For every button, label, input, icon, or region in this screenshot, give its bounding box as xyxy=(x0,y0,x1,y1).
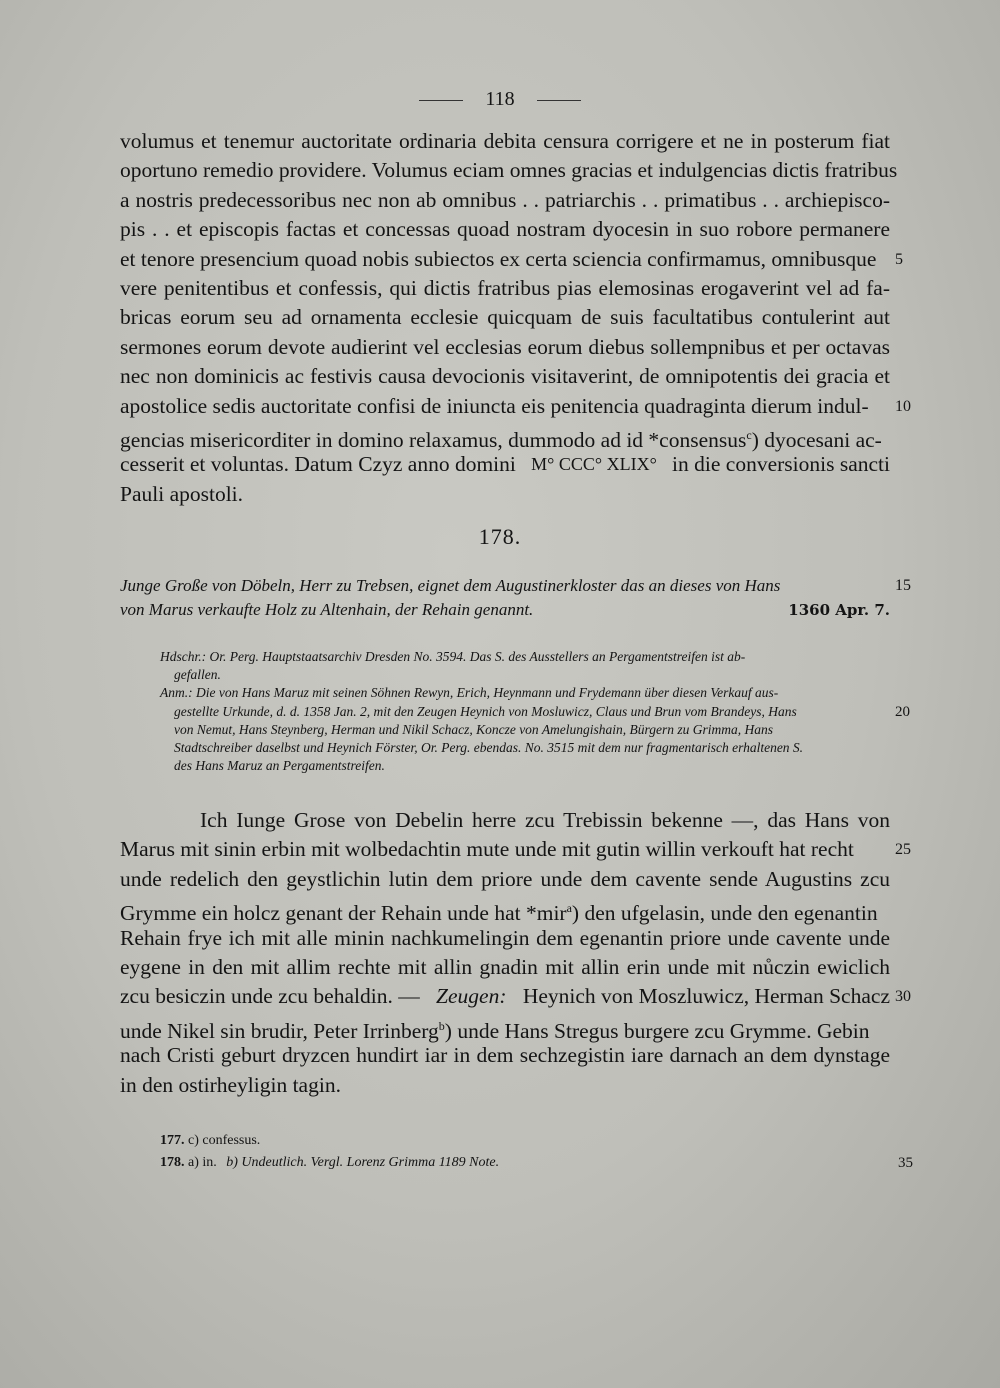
document-number: 178. xyxy=(478,524,522,549)
text-run: Heynich von Moszluwicz, Herman Schacz xyxy=(522,984,890,1009)
text-line xyxy=(120,835,911,864)
text-line xyxy=(120,421,890,453)
footnotes xyxy=(160,1130,930,1174)
line-number: 35 xyxy=(898,1155,913,1171)
note-line-content: gestellte Urkunde, d. d. 1358 Jan. 2, mit den Zeugen Heynich von Mosluwicz, Claus und Brun vom Brandeys, Hans xyxy=(174,703,797,719)
regest xyxy=(120,574,911,622)
footnote-doc-number: 177. xyxy=(160,1133,185,1148)
document-text xyxy=(120,806,911,1100)
source-notes xyxy=(160,648,910,775)
note-line: des Hans Maruz an Pergamentstreifen. xyxy=(174,758,385,774)
note-line: Stadtschreiber daselbst und Heynich Förster, Or. Perg. ebendas. No. 3515 mit dem nur fragmentarisch erhaltenen S. xyxy=(174,739,804,755)
line-number: 25 xyxy=(895,841,911,859)
text-line: a nostris predecessoribus nec non ab omnibus . . patriarchis . . primatibus . . archiepisco- xyxy=(120,187,890,212)
text-line xyxy=(120,392,911,421)
text-run: in die conversionis sancti xyxy=(672,452,890,477)
year-roman: M° CCC° XLIX° xyxy=(531,454,657,475)
note-line: Hdschr.: Or. Perg. Hauptstaatsarchiv Dresden No. 3594. Das S. des Ausstellers an Pergamentstreifen ist ab- xyxy=(160,649,746,664)
line-number: 20 xyxy=(895,703,910,720)
footnote-text: b) Undeutlich. Vergl. Lorenz Grimma 1189 Note. xyxy=(226,1155,500,1170)
regest-line xyxy=(120,574,911,598)
text-line: Rehain frye ich mit alle minin nachkumelingin dem egenantin priore unde cavente unde xyxy=(120,925,890,950)
footnote-line xyxy=(160,1130,930,1152)
text-line: in den ostirheyligin tagin. xyxy=(120,1072,341,1097)
header-rule-right xyxy=(537,100,581,101)
footnote-text: a) in. xyxy=(188,1155,217,1170)
text-line-content: apostolice sedis auctoritate confisi de iniuncta eis penitencia quadraginta dierum indul- xyxy=(120,393,869,418)
note-line xyxy=(160,703,910,721)
header-rule-left xyxy=(419,100,463,101)
page-number: 118 xyxy=(485,88,515,110)
text-run: ) unde Hans Stregus burgere zcu Grymme. Gebin xyxy=(444,1018,870,1043)
continued-text xyxy=(120,127,911,509)
text-run: cesserit et voluntas. Datum Czyz anno domini xyxy=(120,452,516,477)
text-line: nach Cristi geburt dryzcen hundirt iar in dem sechzegistin iare darnach an dem dynstage xyxy=(120,1043,890,1068)
text-line-content: et tenore presencium quoad nobis subiectos ex certa sciencia confirmamus, omnibusque xyxy=(120,246,877,271)
line-number: 15 xyxy=(895,577,911,594)
document-date: 1360 Apr. 7. xyxy=(788,601,890,619)
text-line xyxy=(120,894,890,926)
text-line: volumus et tenemur auctoritate ordinaria debita censura corrigere et ne in posterum fiat xyxy=(120,129,890,153)
text-line: pis . . et episcopis factas et concessas quoad nostram dyocesin in suo robore permanere xyxy=(120,217,890,242)
text-run: unde Nikel sin brudir, Peter Irrinberg xyxy=(120,1018,439,1043)
note-line: gefallen. xyxy=(174,667,221,683)
footnote-marker: a xyxy=(566,901,572,916)
text-line xyxy=(120,982,911,1011)
text-line: unde redelich den geystlichin lutin dem priore unde dem cavente sende Augustins zcu xyxy=(120,866,890,891)
text-segment xyxy=(120,1012,870,1041)
text-run: gencias misericorditer in domino relaxamus, dummodo ad id *consensus xyxy=(120,428,747,453)
text-line: vere penitentibus et confessis, qui dictis fratribus pias elemosinas erogaverint vel ad fa- xyxy=(120,275,890,300)
footnote-doc-number: 178. xyxy=(160,1155,185,1170)
text-run: ) den ufgelasin, unde den egenantin xyxy=(571,901,878,926)
footnote-marker: c xyxy=(746,427,752,442)
text-line xyxy=(120,245,903,274)
text-line: oportuno remedio providere. Volumus eciam omnes gracias et indulgencias dictis fratribus xyxy=(120,158,898,183)
regest-line-content: von Marus verkaufte Holz zu Altenhain, der Rehain genannt. xyxy=(120,600,534,619)
footnote-text: c) confessus. xyxy=(188,1133,261,1148)
footnote-marker: b xyxy=(438,1018,445,1033)
text-line: Pauli apostoli. xyxy=(120,481,244,506)
regest-line-content: Junge Große von Döbeln, Herr zu Trebsen, eignet dem Augustinerkloster das an dieses von Hans xyxy=(120,576,781,595)
text-line: sermones eorum devote audierint vel ecclesias eorum diebus sollempnibus et per octavas xyxy=(120,334,890,359)
text-run: zcu besiczin unde zcu behaldin. — xyxy=(120,984,420,1009)
note-line: von Nemut, Hans Steynberg, Herman und Nikil Schacz, Koncze von Amelungishain, Bürgern zu Grimma, Hans xyxy=(174,721,774,737)
line-number: 5 xyxy=(895,250,903,268)
text-line-content: Marus mit sinin erbin mit wolbedachtin mute unde mit gutin willin verkouft hat recht xyxy=(120,837,854,862)
note-line: Anm.: Die von Hans Maruz mit seinen Söhnen Rewyn, Erich, Heynmann und Frydemann über diesen Verkauf aus- xyxy=(160,685,779,701)
text-line xyxy=(120,450,890,479)
line-number: 10 xyxy=(895,397,911,415)
witnesses-label: Zeugen: xyxy=(436,984,507,1009)
text-line: bricas eorum seu ad ornamenta ecclesie quicquam de suis facultatibus contulerint aut xyxy=(120,305,890,330)
text-line: eygene in den mit allim rechte mit allin gnadin mit allin erin unde mit nůczin ewiclich xyxy=(120,954,890,979)
text-run: Grymme ein holcz genant der Rehain unde hat *mir xyxy=(120,901,567,926)
text-line xyxy=(120,1012,890,1041)
text-line: Ich Iunge Grose von Debelin herre zcu Trebissin bekenne —, das Hans von xyxy=(200,808,890,832)
text-segment xyxy=(120,421,882,453)
footnote-line xyxy=(160,1152,930,1174)
text-line: nec non dominicis ac festivis causa devocionis visitaverint, de omnipotentis dei gracia et xyxy=(120,364,890,389)
page-header xyxy=(0,88,1000,111)
text-run: ) dyocesani ac- xyxy=(751,428,882,453)
line-number: 30 xyxy=(895,988,911,1006)
regest-line xyxy=(120,598,890,622)
text-segment xyxy=(120,894,878,926)
